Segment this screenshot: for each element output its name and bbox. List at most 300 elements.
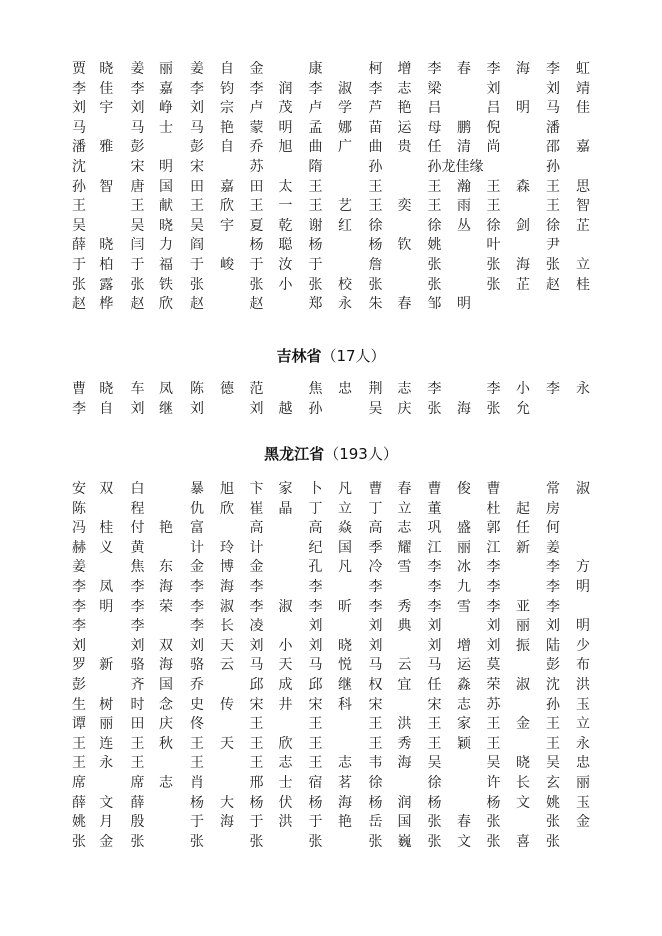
name-character: 志 — [278, 755, 293, 772]
name-character: 赵 — [130, 296, 145, 313]
name-character: 邱 — [308, 676, 323, 693]
name-character: 凡 — [338, 481, 352, 497]
name-character: 曹 — [72, 381, 86, 397]
name-character: 史 — [190, 696, 204, 713]
name-character: 张 — [368, 276, 383, 293]
name-character: 李 — [249, 80, 264, 97]
name-character: 嘉 — [159, 80, 173, 97]
name-character: 姜 — [546, 539, 560, 556]
name-character: 运 — [457, 657, 471, 674]
name-character: 海 — [338, 794, 352, 811]
name-character: 徐 — [546, 217, 560, 234]
name-character: 淑 — [338, 80, 352, 97]
name-character: 张 — [427, 400, 442, 417]
name-character: 增 — [397, 61, 412, 77]
name-character: 李 — [249, 598, 264, 615]
name-character: 刘 — [308, 637, 323, 654]
name-character: 艳 — [338, 814, 352, 831]
name-character: 宋 — [427, 696, 442, 713]
name-character: 洪 — [576, 676, 590, 693]
name-character: 张 — [486, 400, 501, 417]
name-character: 伏 — [278, 794, 293, 811]
name-character: 李 — [190, 598, 204, 615]
name-character: 森 — [516, 178, 530, 195]
name-character: 薛 — [72, 794, 86, 811]
name-character: 高 — [368, 520, 383, 537]
name-character: 红 — [338, 217, 352, 234]
name-character: 彭 — [546, 657, 560, 674]
name-character: 乔 — [249, 139, 264, 156]
name-character: 王 — [546, 198, 560, 215]
name-character: 允 — [516, 400, 530, 417]
name-character: 焦 — [130, 559, 145, 576]
name-character: 汝 — [278, 256, 293, 273]
name-character: 晓 — [99, 237, 114, 254]
name-character: 于 — [308, 256, 323, 273]
name-character: 李 — [427, 559, 442, 576]
name-character: 布 — [576, 657, 590, 674]
name-character: 于 — [130, 256, 145, 273]
name-character: 薛 — [130, 794, 145, 811]
name-character: 晓 — [99, 381, 114, 397]
name-character: 海 — [159, 578, 173, 595]
name-character: 卢 — [249, 100, 264, 117]
name-character: 洪 — [278, 814, 293, 831]
name-character: 吴 — [546, 755, 560, 772]
name-character: 徐 — [427, 774, 442, 791]
name-character: 杨 — [368, 237, 383, 254]
name-character: 庆 — [159, 716, 173, 733]
name-character: 洪 — [397, 716, 412, 733]
name-character: 王 — [308, 716, 323, 733]
name-character: 王 — [427, 198, 442, 215]
name-character: 一 — [278, 198, 293, 215]
name-character: 尹 — [546, 237, 560, 254]
name-character: 马 — [190, 119, 204, 136]
name-character: 新 — [99, 657, 114, 674]
name-character: 海 — [516, 256, 530, 273]
name-character: 孟 — [308, 119, 323, 136]
name-character: 艺 — [338, 198, 352, 215]
name-character: 马 — [72, 119, 86, 136]
name-character: 佳 — [99, 80, 114, 97]
name-character: 孙龙佳缘 — [427, 158, 484, 175]
name-character: 文 — [457, 833, 471, 850]
name-character: 贵 — [397, 139, 412, 156]
name-character: 凤 — [99, 578, 114, 595]
name-character: 秀 — [397, 735, 412, 752]
name-character: 雅 — [99, 139, 114, 156]
name-character: 张 — [72, 833, 86, 850]
name-character: 王 — [427, 716, 442, 733]
name-character: 刘 — [308, 618, 323, 635]
name-character: 权 — [368, 676, 383, 693]
name-character: 时 — [130, 696, 145, 713]
name-character: 王 — [72, 198, 86, 215]
name-character: 国 — [159, 676, 173, 693]
name-character: 树 — [99, 696, 114, 713]
section-title: 吉林省 — [276, 347, 322, 365]
name-character: 杨 — [308, 794, 323, 811]
section-heading — [0, 443, 662, 464]
name-character: 芷 — [516, 276, 530, 293]
name-character: 刘 — [368, 618, 383, 635]
name-character: 程 — [130, 500, 145, 517]
name-character: 纪 — [308, 539, 323, 556]
name-character: 春 — [457, 61, 471, 77]
name-character: 王 — [308, 178, 323, 195]
name-character: 马 — [546, 100, 560, 117]
name-character: 赵 — [72, 296, 86, 313]
name-character: 骆 — [130, 657, 145, 674]
name-character: 姚 — [546, 794, 560, 811]
name-character: 宿 — [308, 774, 323, 791]
name-character: 王 — [368, 198, 383, 215]
name-character: 传 — [220, 696, 234, 713]
name-character: 颖 — [457, 735, 471, 752]
name-character: 张 — [427, 276, 442, 293]
name-character: 田 — [130, 716, 145, 733]
name-character: 志 — [338, 755, 352, 772]
name-character: 旭 — [278, 139, 293, 156]
name-character: 崔 — [249, 500, 264, 517]
name-character: 小 — [278, 276, 293, 293]
name-character: 思 — [576, 178, 590, 195]
name-character: 义 — [99, 539, 114, 556]
name-character: 广 — [338, 139, 352, 156]
name-character: 校 — [338, 276, 352, 293]
name-character: 双 — [159, 637, 173, 654]
name-character: 李 — [72, 400, 86, 417]
name-character: 王 — [130, 755, 145, 772]
name-character: 典 — [397, 618, 412, 635]
name-character: 润 — [397, 794, 412, 811]
name-character: 杨 — [486, 794, 501, 811]
name-character: 欣 — [278, 735, 293, 752]
name-character: 吴 — [72, 217, 86, 234]
name-character: 喜 — [516, 833, 530, 850]
name-character: 李 — [546, 61, 560, 77]
name-character: 江 — [486, 539, 501, 556]
name-character: 起 — [516, 500, 530, 517]
name-character: 骆 — [190, 657, 204, 674]
name-character: 玄 — [546, 774, 560, 791]
name-character: 连 — [99, 735, 114, 752]
name-character: 高 — [249, 520, 264, 537]
name-character: 文 — [99, 794, 114, 811]
name-character: 付 — [130, 520, 145, 537]
name-character: 王 — [368, 178, 383, 195]
name-character: 丽 — [516, 618, 530, 635]
name-character: 李 — [368, 598, 383, 615]
name-character: 邹 — [427, 296, 442, 313]
name-character: 于 — [190, 814, 204, 831]
name-character: 李 — [486, 381, 501, 397]
name-character: 陈 — [190, 381, 204, 397]
name-character: 母 — [427, 119, 442, 136]
name-character: 科 — [338, 696, 352, 713]
name-character: 阎 — [190, 237, 204, 254]
name-character: 王 — [190, 198, 204, 215]
name-character: 姜 — [130, 61, 145, 77]
name-character: 王 — [72, 735, 86, 752]
name-character: 冯 — [72, 520, 86, 537]
name-character: 艳 — [397, 100, 412, 117]
name-character: 云 — [220, 657, 234, 674]
name-character: 悦 — [338, 657, 352, 674]
name-character: 宇 — [99, 100, 114, 117]
name-character: 王 — [249, 735, 264, 752]
name-character: 李 — [72, 80, 86, 97]
name-character: 学 — [338, 100, 352, 117]
name-character: 晓 — [516, 755, 530, 772]
name-character: 志 — [397, 520, 412, 537]
name-character: 桂 — [576, 276, 590, 293]
name-character: 荣 — [159, 598, 173, 615]
name-character: 姜 — [72, 559, 86, 576]
name-character: 张 — [486, 833, 501, 850]
name-character: 靖 — [576, 80, 590, 97]
name-character: 孙 — [72, 178, 86, 195]
name-character: 季 — [368, 539, 383, 556]
name-character: 天 — [278, 657, 293, 674]
name-character: 忠 — [576, 755, 590, 772]
name-character: 九 — [457, 578, 471, 595]
name-character: 王 — [368, 716, 383, 733]
name-character: 于 — [249, 256, 264, 273]
name-character: 徐 — [427, 217, 442, 234]
name-character: 海 — [220, 814, 234, 831]
name-character: 露 — [99, 276, 114, 293]
name-character: 天 — [220, 637, 234, 654]
name-character: 清 — [457, 139, 471, 156]
name-character: 柏 — [99, 256, 114, 273]
name-character: 许 — [486, 774, 501, 791]
name-character: 奕 — [397, 198, 412, 215]
name-character: 罗 — [72, 657, 86, 674]
name-character: 巍 — [397, 833, 412, 850]
name-character: 荣 — [486, 676, 501, 693]
name-character: 秀 — [397, 598, 412, 615]
name-character: 雨 — [457, 198, 471, 215]
name-character: 海 — [220, 578, 234, 595]
name-character: 张 — [546, 814, 560, 831]
name-character: 吴 — [368, 400, 383, 417]
name-character: 苗 — [368, 119, 383, 136]
name-character: 秋 — [159, 735, 173, 752]
name-character: 李 — [427, 578, 442, 595]
name-character: 隋 — [308, 158, 323, 175]
name-character: 彭 — [72, 676, 86, 693]
name-character: 苏 — [486, 696, 501, 713]
name-character: 明 — [278, 119, 293, 136]
name-character: 李 — [546, 559, 560, 576]
name-character: 李 — [249, 578, 264, 595]
name-character: 李 — [486, 578, 501, 595]
name-character: 杨 — [249, 794, 264, 811]
name-character: 方 — [576, 559, 590, 576]
name-character: 张 — [72, 276, 86, 293]
name-character: 李 — [190, 80, 204, 97]
name-character: 陆 — [546, 637, 560, 654]
name-character: 于 — [249, 814, 264, 831]
name-character: 李 — [427, 381, 442, 397]
name-character: 王 — [308, 755, 323, 772]
name-character: 吴 — [427, 755, 442, 772]
name-character: 谭 — [72, 716, 86, 733]
name-character: 王 — [249, 716, 264, 733]
name-character: 增 — [457, 637, 471, 654]
name-character: 彭 — [190, 139, 204, 156]
name-character: 王 — [308, 198, 323, 215]
name-character: 丽 — [457, 539, 471, 556]
name-character: 忠 — [338, 381, 352, 397]
name-character: 李 — [546, 598, 560, 615]
name-character: 任 — [427, 139, 442, 156]
name-character: 永 — [99, 755, 114, 772]
name-character: 李 — [546, 578, 560, 595]
name-character: 张 — [190, 276, 204, 293]
name-character: 李 — [427, 598, 442, 615]
name-character: 金 — [516, 716, 530, 733]
name-character: 井 — [278, 696, 293, 713]
name-character: 田 — [249, 178, 264, 195]
name-character: 姚 — [427, 237, 442, 254]
name-character: 刘 — [72, 100, 86, 117]
name-character: 尚 — [486, 139, 501, 156]
name-character: 张 — [427, 833, 442, 850]
name-character: 焱 — [338, 520, 352, 537]
name-character: 王 — [486, 735, 501, 752]
name-character: 吕 — [427, 100, 442, 117]
name-character: 范 — [249, 381, 264, 397]
name-character: 张 — [190, 833, 204, 850]
name-character: 刘 — [130, 100, 145, 117]
name-character: 岳 — [368, 814, 383, 831]
name-character: 宇 — [220, 217, 234, 234]
name-character: 念 — [159, 696, 173, 713]
name-character: 李 — [130, 598, 145, 615]
name-character: 东 — [159, 559, 173, 576]
name-character: 冷 — [368, 559, 383, 576]
name-character: 张 — [368, 833, 383, 850]
name-character: 刘 — [249, 400, 264, 417]
name-character: 明 — [576, 618, 590, 635]
name-character: 献 — [159, 198, 173, 215]
name-character: 张 — [486, 276, 501, 293]
name-character: 刘 — [427, 637, 442, 654]
name-character: 宋 — [249, 696, 264, 713]
name-character: 张 — [249, 276, 264, 293]
name-character: 邵 — [546, 139, 560, 156]
name-character: 盛 — [457, 520, 471, 537]
name-character: 凤 — [159, 381, 173, 397]
name-character: 晶 — [278, 500, 293, 517]
name-character: 春 — [457, 814, 471, 831]
name-character: 仇 — [190, 500, 204, 517]
name-character: 李 — [72, 578, 86, 595]
name-character: 庆 — [397, 400, 412, 417]
name-character: 殷 — [130, 814, 145, 831]
name-character: 长 — [220, 618, 234, 635]
name-character: 李 — [546, 381, 560, 397]
name-character: 杜 — [486, 500, 501, 517]
name-character: 淑 — [576, 481, 590, 497]
name-character: 张 — [486, 814, 501, 831]
name-character: 李 — [72, 598, 86, 615]
name-character: 艳 — [220, 119, 234, 136]
name-character: 欣 — [220, 500, 234, 517]
name-character: 芷 — [576, 217, 590, 234]
name-character: 晓 — [338, 637, 352, 654]
name-character: 王 — [249, 755, 264, 772]
name-character: 聪 — [278, 237, 293, 254]
name-character: 晓 — [99, 61, 114, 77]
name-character: 李 — [308, 578, 323, 595]
name-character: 金 — [249, 559, 264, 576]
name-character: 李 — [368, 80, 383, 97]
name-character: 李 — [368, 578, 383, 595]
name-character: 王 — [546, 178, 560, 195]
name-character: 冰 — [457, 559, 471, 576]
name-character: 王 — [546, 735, 560, 752]
name-character: 杨 — [308, 237, 323, 254]
name-character: 小 — [516, 381, 530, 397]
name-character: 玲 — [220, 539, 234, 556]
name-character: 淑 — [278, 598, 293, 615]
name-character: 朱 — [368, 296, 383, 313]
name-character: 刘 — [368, 637, 383, 654]
name-character: 孔 — [308, 559, 323, 576]
name-character: 张 — [486, 256, 501, 273]
name-character: 智 — [99, 178, 114, 195]
name-character: 越 — [278, 400, 293, 417]
name-character: 润 — [278, 80, 293, 97]
name-character: 王 — [130, 735, 145, 752]
name-character: 孙 — [546, 696, 560, 713]
name-character: 于 — [72, 256, 86, 273]
name-character: 茗 — [338, 774, 352, 791]
name-character: 李 — [190, 618, 204, 635]
name-character: 王 — [308, 735, 323, 752]
name-character: 自 — [220, 139, 234, 156]
section-heading — [0, 345, 662, 366]
name-character: 刘 — [249, 637, 264, 654]
name-character: 刘 — [190, 100, 204, 117]
name-character: 明 — [99, 598, 114, 615]
name-character: 刘 — [190, 400, 204, 417]
name-character: 刘 — [486, 637, 501, 654]
name-character: 王 — [368, 735, 383, 752]
name-character: 常 — [546, 481, 560, 497]
name-character: 玉 — [576, 794, 590, 811]
name-character: 金 — [190, 559, 204, 576]
name-character: 力 — [159, 237, 173, 254]
name-character: 少 — [576, 637, 590, 654]
name-character: 苏 — [249, 158, 264, 175]
name-character: 双 — [99, 481, 114, 497]
name-character: 韦 — [368, 755, 383, 772]
name-character: 詹 — [368, 256, 383, 273]
name-character: 赵 — [249, 296, 264, 313]
name-character: 马 — [308, 657, 323, 674]
name-character: 继 — [159, 400, 173, 417]
name-character: 丽 — [576, 774, 590, 791]
name-character: 暴 — [190, 481, 204, 497]
name-character: 王 — [190, 735, 204, 752]
name-character: 李 — [486, 61, 501, 77]
name-character: 钧 — [220, 80, 234, 97]
